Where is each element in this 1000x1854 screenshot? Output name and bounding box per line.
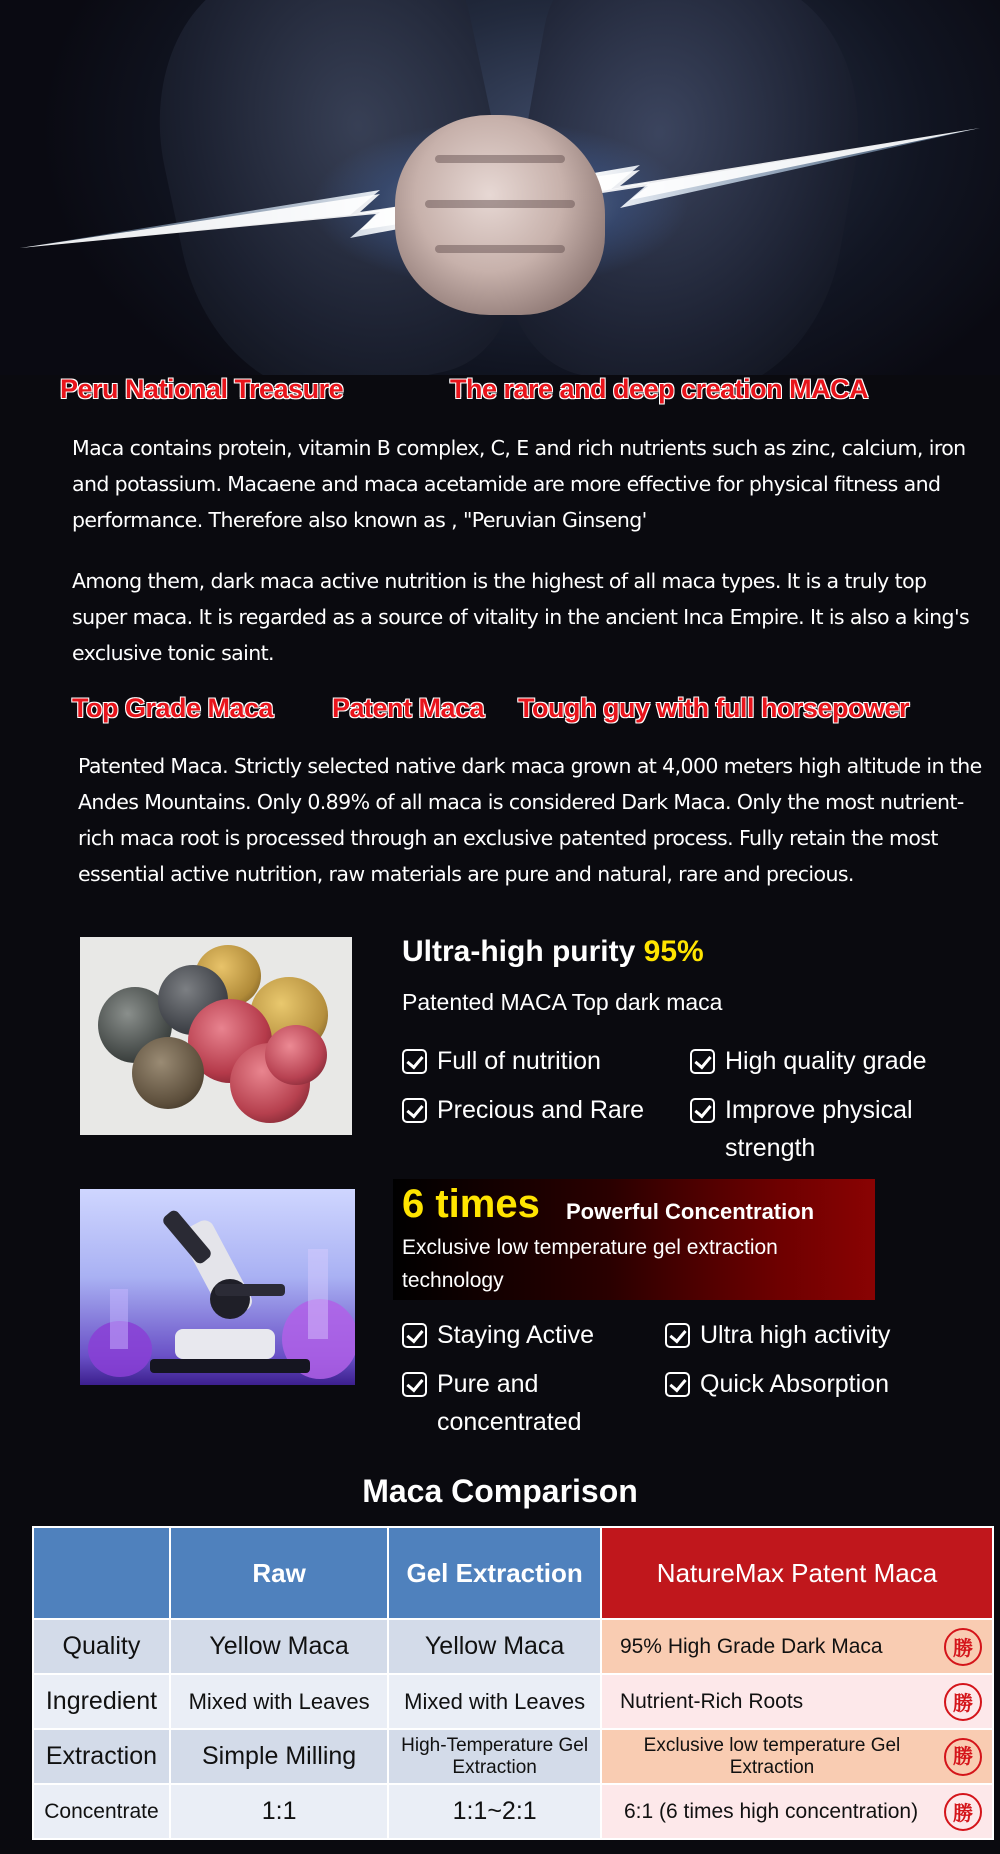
hero-banner	[0, 0, 1000, 375]
check-staying-active	[402, 1316, 594, 1354]
concentration-title: Powerful Concentration	[566, 1199, 815, 1224]
cell-naturemax-text: 6:1 (6 times high concentration)	[623, 1799, 919, 1823]
cell-raw: 1:1	[170, 1784, 388, 1839]
cell-gel: 1:1~2:1	[388, 1784, 601, 1839]
heading-rare-creation: The rare and deep creation MACA	[450, 374, 869, 404]
row-label-ingredient: Ingredient	[33, 1674, 170, 1729]
victory-seal-icon: 勝	[944, 1793, 982, 1831]
comparison-title: Maca Comparison	[362, 1473, 638, 1509]
cell-naturemax-text: Exclusive low temperature Gel Extraction	[643, 1734, 901, 1778]
cell-gel: Mixed with Leaves	[388, 1674, 601, 1729]
concentration-subtitle: Exclusive low temperature gel extraction technology	[402, 1236, 778, 1292]
header-gel-extraction: Gel Extraction	[388, 1527, 601, 1619]
purity-title-text: Ultra-high purity	[402, 935, 636, 968]
check-label: Ultra high activity	[700, 1321, 891, 1349]
microscope-lab-photo	[80, 1189, 355, 1385]
six-times-label: 6 times	[402, 1182, 540, 1226]
check-label: Staying Active	[437, 1321, 595, 1349]
cell-raw: Yellow Maca	[170, 1619, 388, 1674]
table-row	[33, 1729, 993, 1784]
table-header-row	[33, 1527, 993, 1619]
cell-naturemax	[601, 1729, 993, 1784]
cell-gel: High-Temperature Gel Extraction	[388, 1729, 601, 1784]
table-row	[33, 1619, 993, 1674]
row-label-concentrate: Concentrate	[33, 1784, 170, 1839]
check-full-nutrition	[402, 1042, 601, 1080]
checkbox-icon	[690, 1049, 715, 1074]
table-row	[33, 1784, 993, 1839]
cell-naturemax	[601, 1619, 993, 1674]
check-ultra-activity	[665, 1316, 890, 1354]
checkbox-icon	[665, 1323, 690, 1348]
check-improve-strength	[690, 1091, 960, 1167]
heading-top-grade: Top Grade Maca	[72, 693, 274, 723]
checkbox-icon	[402, 1049, 427, 1074]
check-label: Precious and Rare	[437, 1096, 645, 1124]
table-row	[33, 1674, 993, 1729]
cell-raw: Mixed with Leaves	[170, 1674, 388, 1729]
fist	[395, 115, 605, 315]
cell-raw: Simple Milling	[170, 1729, 388, 1784]
checkbox-icon	[665, 1372, 690, 1397]
check-pure-concentrated	[402, 1365, 642, 1441]
victory-seal-icon: 勝	[944, 1628, 982, 1666]
check-quick-absorption	[665, 1365, 889, 1403]
checkbox-icon	[402, 1372, 427, 1397]
intro-paragraph-1: Maca contains protein, vitamin B complex, C, E and rich nutrients such as zinc, calcium, iron and potassium. Macaene and maca acetamide are more effective for physical fitness and performance. Therefore also known as , "Peruvian Ginseng'	[72, 436, 966, 532]
patent-paragraph: Patented Maca. Strictly selected native dark maca grown at 4,000 meters high altitude in the Andes Mountains. Only 0.89% of all maca is considered Dark Maca. Only the most nutrient-rich maca root is processed through an exclusive patented process. Fully retain the most essential active nutrition, raw materials are pure and natural, rare and precious.	[78, 754, 982, 886]
row-label-extraction: Extraction	[33, 1729, 170, 1784]
cell-naturemax-text: Nutrient-Rich Roots	[619, 1689, 804, 1713]
purity-percent: 95%	[643, 935, 704, 968]
microscope-icon	[80, 1189, 355, 1385]
cell-naturemax-text: 95% High Grade Dark Maca	[619, 1634, 883, 1658]
check-label: Pure and concentrated	[437, 1370, 582, 1436]
check-label: Full of nutrition	[437, 1047, 601, 1075]
header-raw: Raw	[170, 1527, 388, 1619]
heading-patent-maca: Patent Maca	[332, 693, 485, 723]
heading-tough-guy: Tough guy with full horsepower	[518, 693, 909, 723]
checkbox-icon	[690, 1098, 715, 1123]
intro-paragraph-2: Among them, dark maca active nutrition is the highest of all maca types. It is a truly top super maca. It is regarded as a source of vitality in the ancient Inca Empire. It is also a king's exclusive tonic saint.	[72, 569, 970, 665]
header-blank	[33, 1527, 170, 1619]
check-label: Improve physical strength	[725, 1096, 913, 1162]
victory-seal-icon: 勝	[944, 1738, 982, 1776]
cell-naturemax	[601, 1784, 993, 1839]
heading-peru-treasure: Peru National Treasure	[60, 374, 344, 404]
checkbox-icon	[402, 1098, 427, 1123]
purity-subtitle: Patented MACA Top dark maca	[402, 989, 723, 1015]
checkbox-icon	[402, 1323, 427, 1348]
victory-seal-icon: 勝	[944, 1683, 982, 1721]
check-label: Quick Absorption	[700, 1370, 889, 1398]
row-label-quality: Quality	[33, 1619, 170, 1674]
check-label: High quality grade	[725, 1047, 927, 1075]
header-naturemax: NatureMax Patent Maca	[601, 1527, 993, 1619]
maca-roots-photo	[80, 937, 352, 1135]
check-high-quality	[690, 1042, 927, 1080]
cell-gel: Yellow Maca	[388, 1619, 601, 1674]
comparison-table	[32, 1526, 994, 1840]
cell-naturemax	[601, 1674, 993, 1729]
purity-title	[402, 935, 704, 969]
check-precious-rare	[402, 1091, 644, 1129]
